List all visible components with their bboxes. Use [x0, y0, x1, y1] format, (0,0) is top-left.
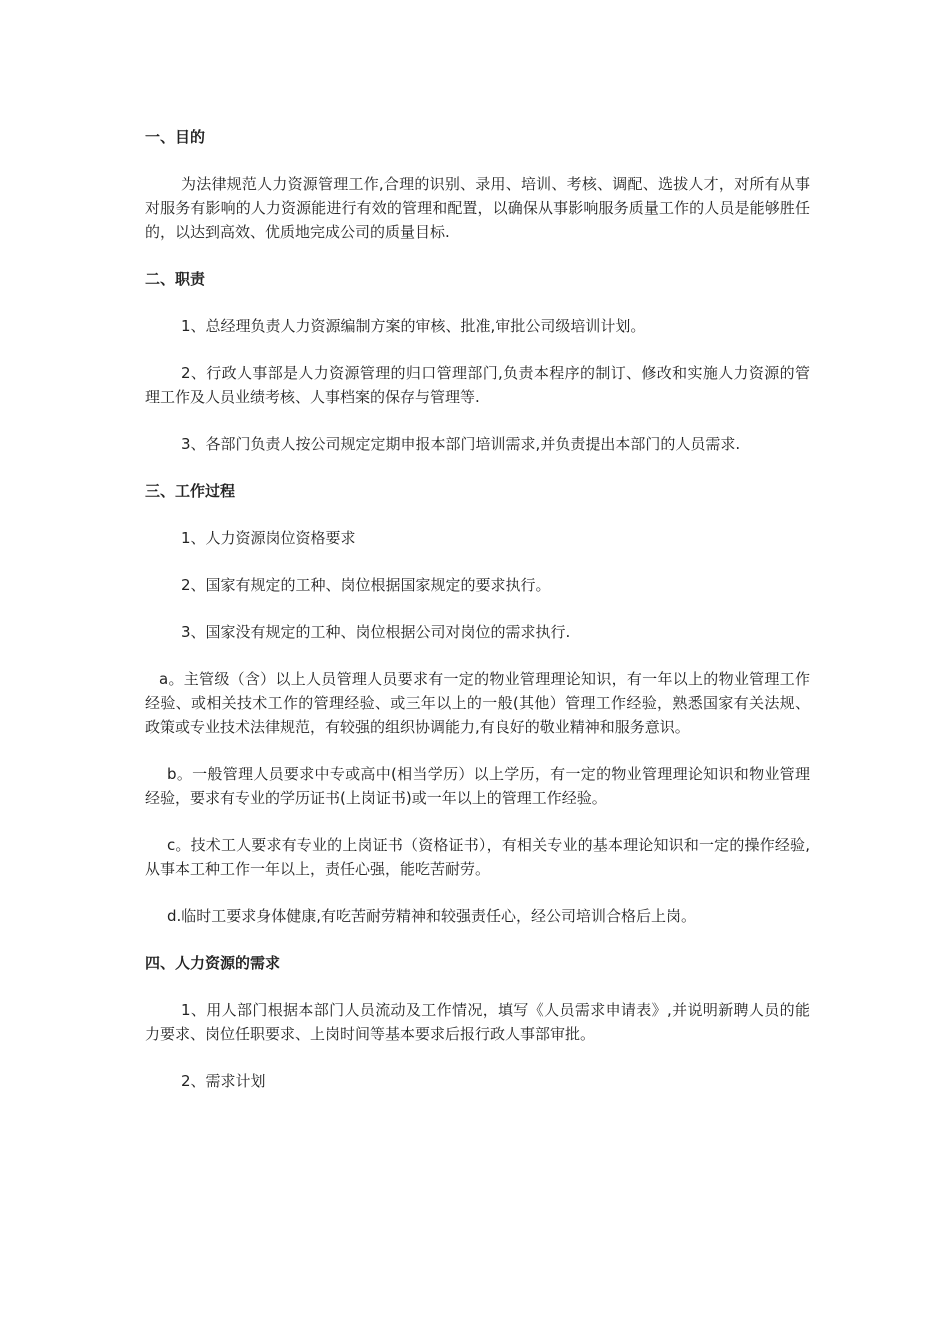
- process-item-2: 2、国家有规定的工种、岗位根据国家规定的要求执行。: [181, 576, 551, 594]
- responsibility-item-2: 2、行政人事部是人力资源管理的归口管理部门,负责本程序的制订、修改和实施人力资源的管理工作及人员业绩考核、人事档案的保存与管理等.: [145, 364, 810, 406]
- requirement-item-b: b。一般管理人员要求中专或高中(相当学历）以上学历，有一定的物业管理理论知识和物业管理经验，要求有专业的学历证书(上岗证书)或一年以上的管理工作经验。: [145, 765, 810, 807]
- demand-item-1: 1、用人部门根据本部门人员流动及工作情况，填写《人员需求申请表》,并说明新聘人员的能力要求、岗位任职要求、上岗时间等基本要求后报行政人事部审批。: [145, 1001, 810, 1043]
- purpose-paragraph: 为法律规范人力资源管理工作,合理的识别、录用、培训、考核、调配、选拔人才，对所有从事对服务有影响的人力资源能进行有效的管理和配置，以确保从事影响服务质量工作的人员是能够胜任的，以达到高效、优质地完成公司的质量目标.: [145, 175, 810, 241]
- document-body: [145, 125, 810, 1116]
- section-heading-responsibilities: 二、职责: [145, 270, 206, 288]
- responsibility-item-3: 3、各部门负责人按公司规定定期申报本部门培训需求,并负责提出本部门的人员需求.: [181, 435, 741, 453]
- responsibility-item-1: 1、总经理负责人力资源编制方案的审核、批准,审批公司级培训计划。: [181, 317, 646, 335]
- demand-item-2: 2、需求计划: [181, 1072, 266, 1090]
- section-heading-hr-demand: 四、人力资源的需求: [145, 954, 281, 972]
- requirement-item-a: a。主管级（含）以上人员管理人员要求有一定的物业管理理论知识，有一年以上的物业管理工作经验、或相关技术工作的管理经验、或三年以上的一般(其他）管理工作经验，熟悉国家有关法规、政策或专业技术法律规范，有较强的组织协调能力,有良好的敬业精神和服务意识。: [145, 670, 810, 736]
- requirement-item-d: d.临时工要求身体健康,有吃苦耐劳精神和较强责任心，经公司培训合格后上岗。: [167, 907, 697, 925]
- process-item-3: 3、国家没有规定的工种、岗位根据公司对岗位的需求执行.: [181, 623, 571, 641]
- requirement-item-c: c。技术工人要求有专业的上岗证书（资格证书），有相关专业的基本理论知识和一定的操作经验,从事本工种工作一年以上，责任心强，能吃苦耐劳。: [145, 836, 810, 878]
- section-heading-purpose: 一、目的: [145, 128, 206, 146]
- section-heading-work-process: 三、工作过程: [145, 482, 236, 500]
- process-item-1: 1、人力资源岗位资格要求: [181, 529, 356, 547]
